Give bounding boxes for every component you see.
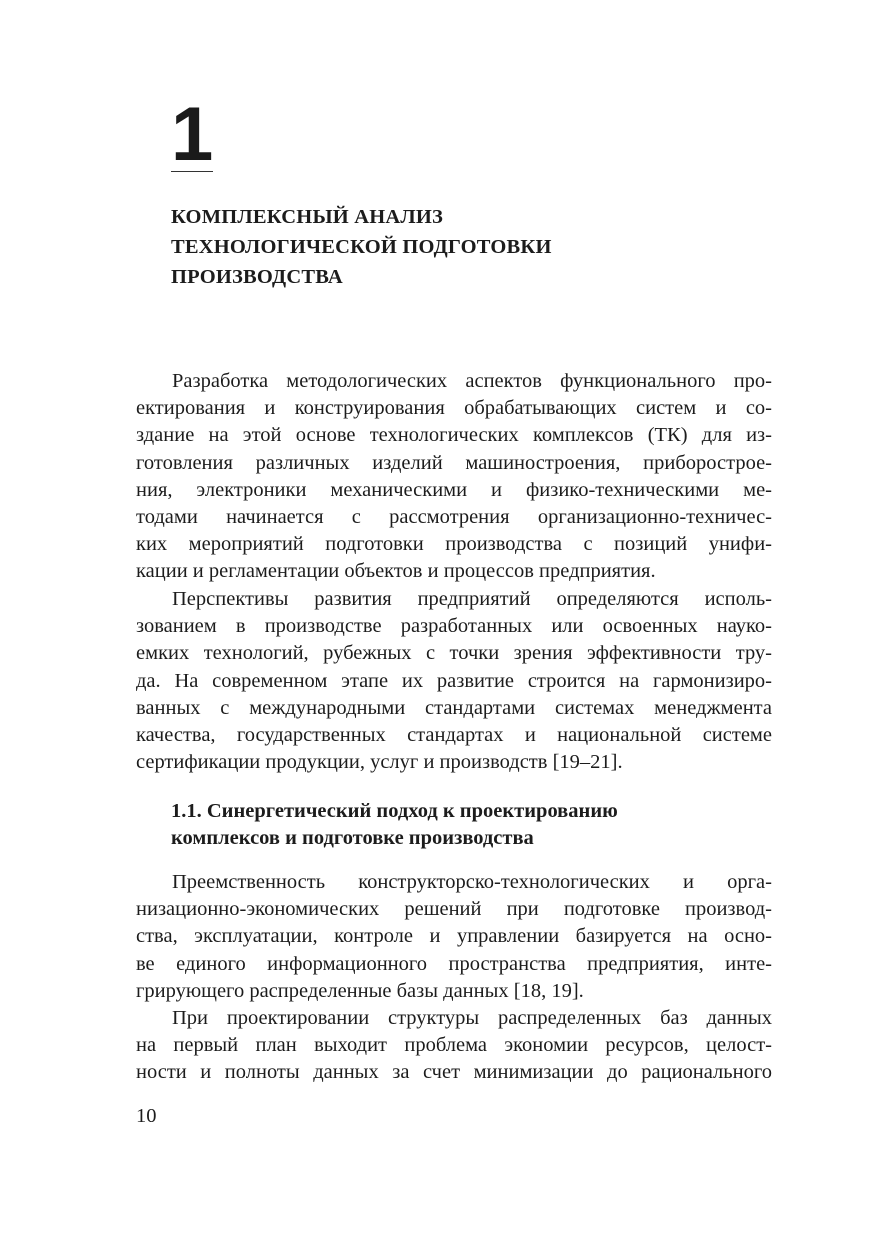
- paragraph-3: [136, 869, 772, 1005]
- paragraph-2: [136, 586, 772, 776]
- paragraph-4: [136, 1005, 772, 1087]
- text-line: здание на этой основе технологических комплексов (ТК) для из-: [136, 424, 772, 447]
- text-line: Разработка методологических аспектов функционального про-: [172, 370, 772, 392]
- chapter-number: 1: [171, 92, 214, 177]
- text-line: ких мероприятий подготовки производства с позиций унифи-: [136, 533, 772, 556]
- text-line: ства, эксплуатации, контроле и управлении базируется на осно-: [136, 925, 772, 948]
- text-line: кации и регламентации объектов и процессов предприятия.: [136, 560, 656, 583]
- text-line: Преемственность конструкторско-технологических и орга-: [172, 871, 772, 893]
- text-line: ектирования и конструирования обрабатывающих систем и со-: [136, 397, 772, 420]
- chapter-number-underline: [171, 171, 213, 172]
- text-line: ве единого информационного пространства предприятия, инте-: [136, 952, 772, 975]
- paragraph-1: [136, 368, 772, 586]
- text-line: низационно-экономических решений при подготовке производ-: [136, 898, 772, 921]
- text-line: емких технологий, рубежных с точки зрения эффективности тру-: [136, 642, 772, 665]
- text-line: ности и полноты данных за счет минимизации до рационального: [136, 1061, 772, 1084]
- text-line: качества, государственных стандартах и национальной системе: [136, 723, 772, 746]
- text-line: тодами начинается с рассмотрения организационно-техничес-: [136, 505, 772, 528]
- chapter-title: [171, 202, 731, 292]
- chapter-title-line: ПРОИЗВОДСТВА: [171, 266, 343, 288]
- page-number: 10: [136, 1105, 157, 1127]
- text-line: грирующего распределенные базы данных [18, 19].: [136, 979, 584, 1002]
- text-line: ния, электроники механическими и физико-техническими ме-: [136, 478, 772, 501]
- text-line: да. На современном этапе их развитие строится на гармонизиро-: [136, 669, 772, 692]
- chapter-title-line: КОМПЛЕКСНЫЙ АНАЛИЗ: [171, 206, 444, 228]
- text-line: При проектировании структуры распределенных баз данных: [172, 1007, 772, 1029]
- text-line: готовления различных изделий машиностроения, приборострое-: [136, 451, 772, 474]
- text-line: Перспективы развития предприятий определяются исполь-: [172, 588, 772, 610]
- chapter-title-line: ТЕХНОЛОГИЧЕСКОЙ ПОДГОТОВКИ: [171, 236, 552, 258]
- text-line: на первый план выходит проблема экономии ресурсов, целост-: [136, 1034, 772, 1057]
- section-title-line: комплексов и подготовке производства: [171, 827, 534, 849]
- text-line: сертификации продукции, услуг и производств [19–21].: [136, 751, 623, 774]
- text-line: зованием в производстве разработанных или освоенных науко-: [136, 615, 772, 638]
- section-title-line: 1.1. Синергетический подход к проектированию: [171, 800, 618, 822]
- text-line: ванных с международными стандартами системах менеджмента: [136, 696, 772, 719]
- section-title: [171, 798, 771, 852]
